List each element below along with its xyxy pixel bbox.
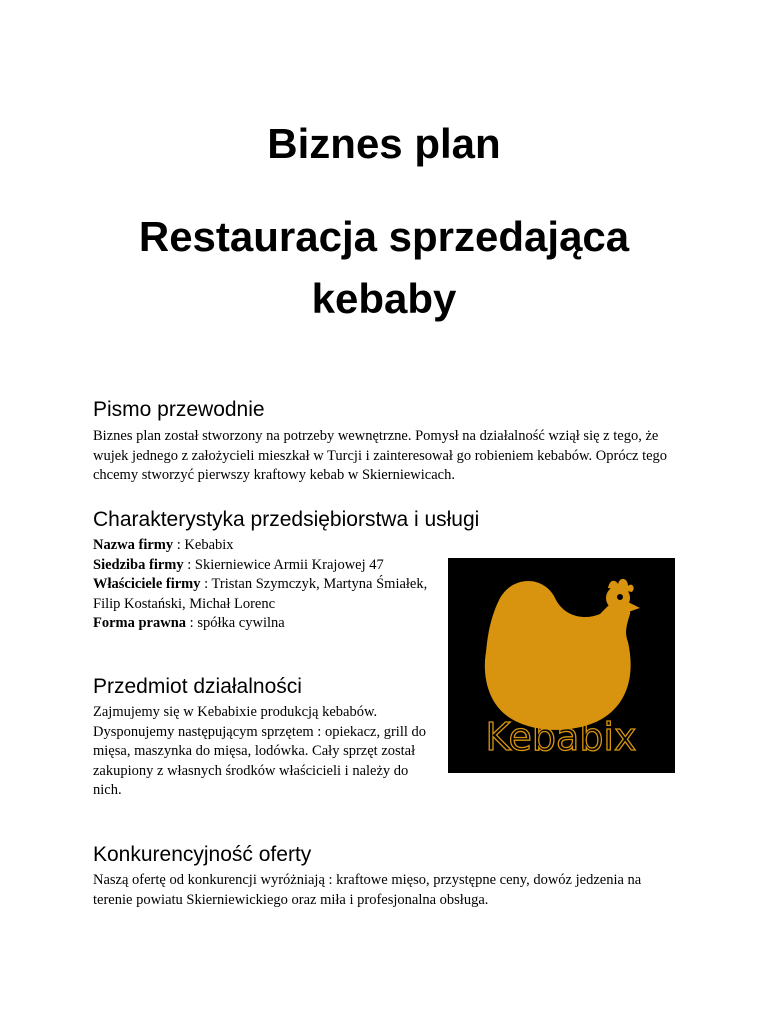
section-heading-cover-letter: Pismo przewodnie [93,398,265,421]
section-text-cover-letter: Biznes plan został stworzony na potrzeby wewnętrzne. Pomysł na działalność wziął się z tego, że wujek jednego z założycieli mieszkał w Turcji i zainteresował go robieniem kebabów. Oprócz tego chcemy stworzyć pierwszy kraftowy kebab w Skierniewicach. [93,428,668,483]
section-heading-company: Charakterystyka przedsiębiorstwa i usługi [93,508,480,531]
rooster-icon [485,579,640,730]
section-text-competition: Naszą ofertę od konkurencji wyróżniają : kraftowe mięso, przystępne ceny, dowóz jedzenia na terenie powiatu Skierniewickiego oraz miła i profesjonalna obsługa. [93,872,642,908]
section-heading-activity: Przedmiot działalności [93,675,302,698]
section-heading-competition: Konkurencyjność oferty [93,843,312,866]
field-value-seat: : Skierniewice Armii Krajowej 47 [183,556,384,573]
field-value-name: : Kebabix [173,537,234,553]
kebabix-logo [448,558,675,773]
company-info-list [93,536,433,634]
field-label-name: Nazwa firmy [93,537,174,553]
document-title: Biznes plan [267,120,501,167]
document-subtitle: Restauracja sprzedająca kebaby [138,213,630,322]
logo-text: Kebabix [485,715,637,759]
field-label-seat: Siedziba firmy [93,556,184,573]
field-label-legal-form: Forma prawna [93,615,187,631]
field-value-owners: : Tristan Szymczyk, Martyna Śmiałek, Filip Kostański, Michał Lorenc [93,576,428,612]
field-label-owners: Właściciele firmy [93,576,201,592]
field-value-legal-form: : spółka cywilna [186,615,285,631]
section-text-activity: Zajmujemy się w Kebabixie produkcją kebabów. Dysponujemy następującym sprzętem : opiekacz, grill do mięsa, maszynka do mięsa, lodówka. Cały sprzęt został zakupiony z własnych środków właścicieli i należy do nich. [93,704,427,798]
